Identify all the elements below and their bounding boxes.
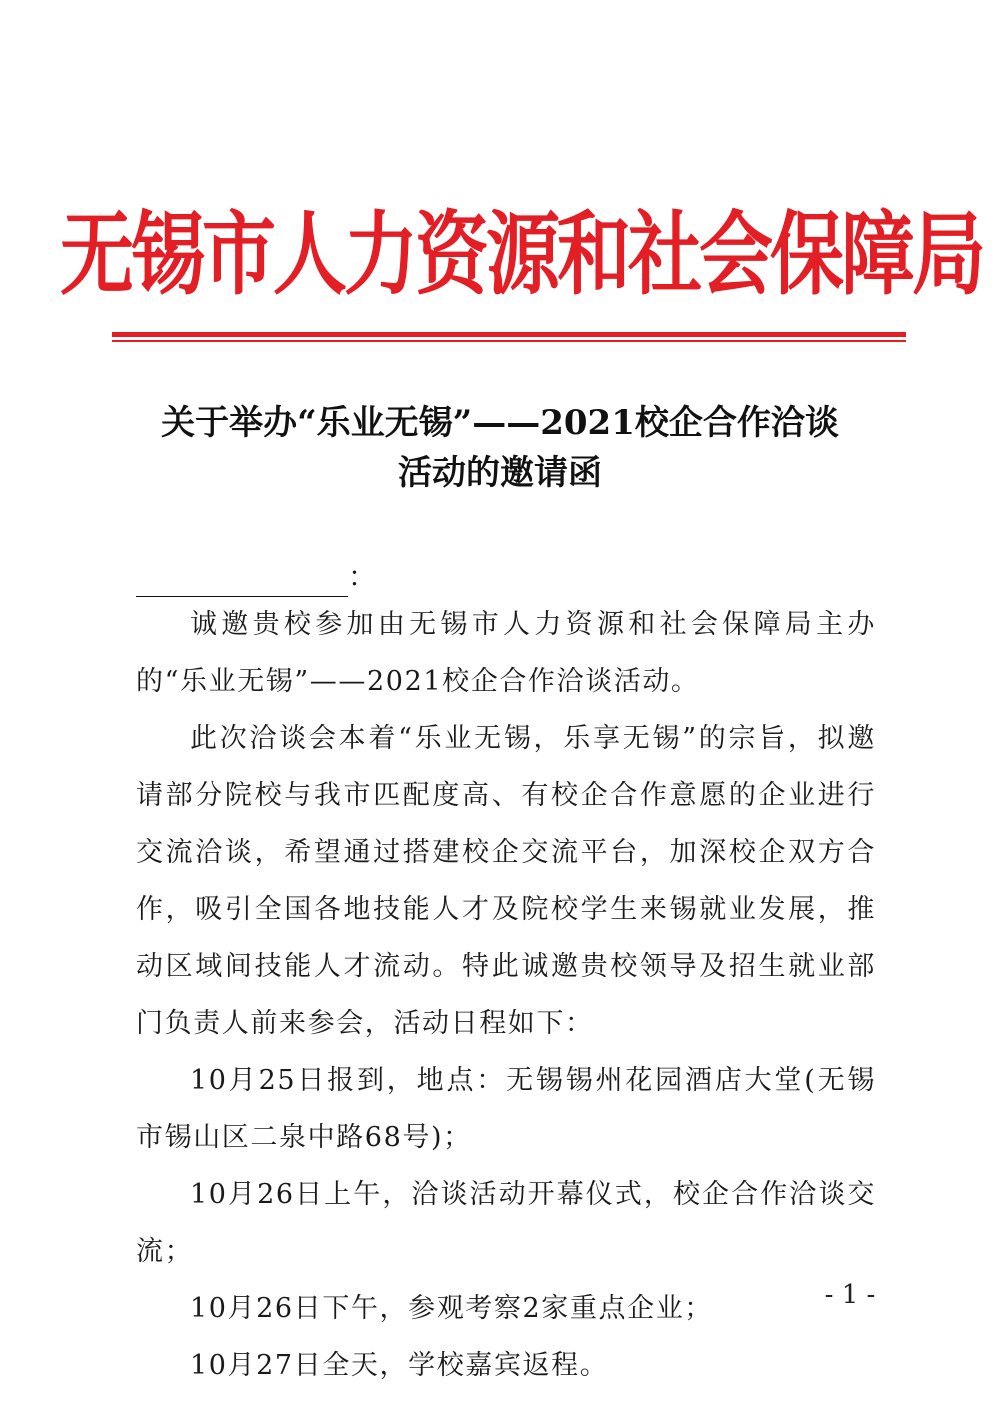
document-title: [60, 398, 940, 498]
recipient-blank-line: [136, 566, 348, 597]
schedule-item: 10月25日报到，地点：无锡锡州花园酒店大堂(无锡市锡山区二泉中路68号)；: [136, 1065, 876, 1153]
page-number: - 1 -: [824, 1280, 876, 1310]
title-line-2: 活动的邀请函: [398, 453, 602, 493]
salutation: [136, 557, 376, 597]
schedule-item: 10月26日下午，参观考察2家重点企业；: [190, 1293, 713, 1324]
schedule-item: 10月26日上午，洽谈活动开幕仪式，校企合作洽谈交流；: [136, 1179, 876, 1267]
body-paragraph: 诚邀贵校参加由无锡市人力资源和社会保障局主办的“乐业无锡”——2021校企合作洽谈活动。: [136, 609, 876, 697]
letterhead-red-rule-thin: [112, 340, 906, 342]
body-paragraph: 此次洽谈会本着“乐业无锡，乐享无锡”的宗旨，拟邀请部分院校与我市匹配度高、有校企合作意愿的企业进行交流洽谈，希望通过搭建校企交流平台，加深校企双方合作，吸引全国各地技能人才及院校学生来锡就业发展，推动区域间技能人才流动。特此诚邀贵校领导及招生就业部门负责人前来参会，活动日程如下：: [136, 723, 876, 1039]
title-line-1: 关于举办“乐业无锡”——2021校企合作洽谈: [161, 403, 839, 443]
letterhead-red-rule: [112, 332, 906, 337]
salutation-colon: ：: [348, 560, 377, 593]
letter-body: [136, 596, 876, 1394]
schedule-item: 10月27日全天，学校嘉宾返程。: [190, 1350, 609, 1381]
letterhead-org-name: 无锡市人力资源和社会保障局: [60, 202, 983, 308]
